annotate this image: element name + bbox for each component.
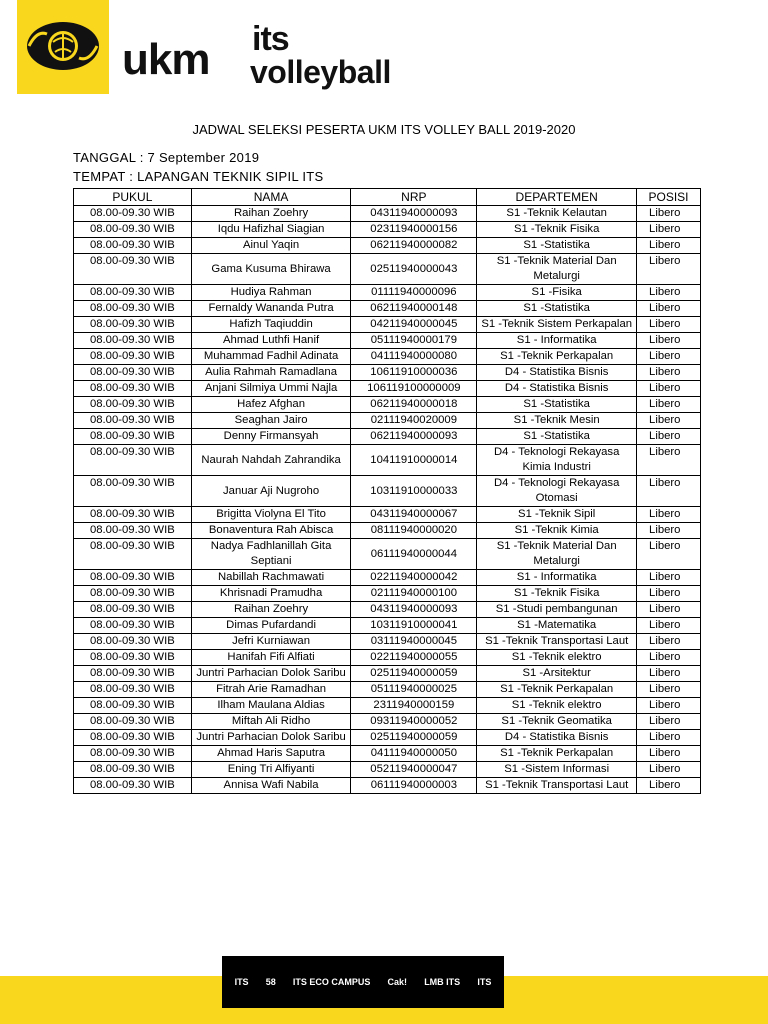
anniversary-58-logo: 58 [265, 977, 276, 987]
cell-nama: Nabillah Rachmawati [191, 570, 351, 586]
tempat-line: TEMPAT : LAPANGAN TEKNIK SIPIL ITS [73, 169, 324, 184]
cell-nrp: 02311940000156 [351, 222, 477, 238]
table-row [74, 714, 701, 730]
cell-nama: Khrisnadi Pramudha [191, 586, 351, 602]
cell-nrp: 04311940000067 [351, 507, 477, 523]
cell-nrp: 04311940000093 [351, 206, 477, 222]
cell-departemen: D4 - Teknologi Rekayasa Otomasi [477, 476, 637, 507]
cell-pukul: 08.00-09.30 WIB [74, 746, 192, 762]
cell-nama: Annisa Wafi Nabila [191, 778, 351, 794]
cell-nrp: 04211940000045 [351, 317, 477, 333]
table-row [74, 507, 701, 523]
cell-departemen: S1 -Teknik Mesin [477, 413, 637, 429]
cell-departemen: S1 -Fisika [477, 285, 637, 301]
cell-nama: Hafizh Taqiuddin [191, 317, 351, 333]
cell-posisi: Libero [637, 650, 701, 666]
cell-posisi: Libero [637, 523, 701, 539]
cell-departemen: S1 -Teknik Kimia [477, 523, 637, 539]
cell-departemen: D4 - Statistika Bisnis [477, 381, 637, 397]
cell-pukul: 08.00-09.30 WIB [74, 317, 192, 333]
table-row [74, 476, 701, 507]
cell-pukul: 08.00-09.30 WIB [74, 222, 192, 238]
cak-logo: Cak! [387, 977, 408, 987]
cell-posisi: Libero [637, 778, 701, 794]
table-row [74, 666, 701, 682]
cell-nama: Muhammad Fadhil Adinata [191, 349, 351, 365]
cell-posisi: Libero [637, 301, 701, 317]
table-row [74, 206, 701, 222]
cell-nama: Anjani Silmiya Ummi Najla [191, 381, 351, 397]
cell-posisi: Libero [637, 222, 701, 238]
cell-pukul: 08.00-09.30 WIB [74, 650, 192, 666]
cell-posisi: Libero [637, 682, 701, 698]
cell-pukul: 08.00-09.30 WIB [74, 714, 192, 730]
cell-departemen: D4 - Statistika Bisnis [477, 730, 637, 746]
cell-nama: Ahmad Haris Saputra [191, 746, 351, 762]
brand-volleyball: volleyball [250, 54, 391, 90]
cell-nama: Ahmad Luthfi Hanif [191, 333, 351, 349]
cell-nama: Aulia Rahmah Ramadlana [191, 365, 351, 381]
cell-pukul: 08.00-09.30 WIB [74, 618, 192, 634]
cell-posisi: Libero [637, 539, 701, 570]
table-row [74, 381, 701, 397]
table-row [74, 238, 701, 254]
brand-its: its [252, 20, 289, 58]
cell-nama: Naurah Nahdah Zahrandika [191, 445, 351, 476]
cell-posisi: Libero [637, 698, 701, 714]
cell-departemen: S1 - Informatika [477, 570, 637, 586]
cell-departemen: S1 -Statistika [477, 429, 637, 445]
table-row [74, 301, 701, 317]
cell-nrp: 02111940000100 [351, 586, 477, 602]
cell-departemen: S1 -Statistika [477, 238, 637, 254]
cell-posisi: Libero [637, 570, 701, 586]
cell-posisi: Libero [637, 365, 701, 381]
cell-pukul: 08.00-09.30 WIB [74, 634, 192, 650]
table-row [74, 254, 701, 285]
cell-departemen: S1 -Teknik Transportasi Laut [477, 778, 637, 794]
cell-posisi: Libero [637, 206, 701, 222]
cell-departemen: S1 -Teknik Transportasi Laut [477, 634, 637, 650]
document-title: JADWAL SELEKSI PESERTA UKM ITS VOLLEY BALL 2019-2020 [192, 122, 576, 137]
cell-departemen: S1 - Informatika [477, 333, 637, 349]
cell-nrp: 106119100000009 [351, 381, 477, 397]
cell-posisi: Libero [637, 413, 701, 429]
cell-pukul: 08.00-09.30 WIB [74, 381, 192, 397]
cell-pukul: 08.00-09.30 WIB [74, 730, 192, 746]
table-row [74, 618, 701, 634]
cell-pukul: 08.00-09.30 WIB [74, 570, 192, 586]
lmb-its-logo: LMB ITS [424, 977, 461, 987]
table-row [74, 413, 701, 429]
cell-departemen: S1 -Statistika [477, 301, 637, 317]
cell-nama: Ening Tri Alfiyanti [191, 762, 351, 778]
cell-pukul: 08.00-09.30 WIB [74, 254, 192, 285]
table-row [74, 285, 701, 301]
cell-pukul: 08.00-09.30 WIB [74, 413, 192, 429]
cell-pukul: 08.00-09.30 WIB [74, 476, 192, 507]
cell-nrp: 05111940000025 [351, 682, 477, 698]
table-row [74, 397, 701, 413]
table-row [74, 349, 701, 365]
cell-nrp: 09311940000052 [351, 714, 477, 730]
cell-nrp: 02111940020009 [351, 413, 477, 429]
cell-departemen: S1 -Teknik elektro [477, 698, 637, 714]
table-row [74, 746, 701, 762]
cell-departemen: D4 - Teknologi Rekayasa Kimia Industri [477, 445, 637, 476]
volleyball-logo-icon [17, 0, 109, 94]
cell-nama: Iqdu Hafizhal Siagian [191, 222, 351, 238]
cell-departemen: S1 -Teknik Perkapalan [477, 682, 637, 698]
cell-nama: Gama Kusuma Bhirawa [191, 254, 351, 285]
cell-pukul: 08.00-09.30 WIB [74, 602, 192, 618]
cell-nama: Raihan Zoehry [191, 206, 351, 222]
cell-pukul: 08.00-09.30 WIB [74, 397, 192, 413]
cell-nrp: 04111940000050 [351, 746, 477, 762]
cell-nama: Januar Aji Nugroho [191, 476, 351, 507]
cell-nama: Seaghan Jairo [191, 413, 351, 429]
cell-departemen: S1 -Matematika [477, 618, 637, 634]
cell-nrp: 02511940000043 [351, 254, 477, 285]
cell-departemen: S1 -Teknik Perkapalan [477, 746, 637, 762]
table-row [74, 539, 701, 570]
cell-nama: Denny Firmansyah [191, 429, 351, 445]
cell-nrp: 02211940000042 [351, 570, 477, 586]
table-row [74, 365, 701, 381]
table-row [74, 634, 701, 650]
cell-posisi: Libero [637, 397, 701, 413]
cell-nrp: 01111940000096 [351, 285, 477, 301]
cell-nrp: 08111940000020 [351, 523, 477, 539]
cell-nrp: 06111940000003 [351, 778, 477, 794]
cell-nrp: 10411910000014 [351, 445, 477, 476]
header-nrp: NRP [351, 189, 477, 206]
cell-pukul: 08.00-09.30 WIB [74, 285, 192, 301]
cell-posisi: Libero [637, 238, 701, 254]
cell-departemen: S1 -Teknik Material Dan Metalurgi [477, 539, 637, 570]
cell-pukul: 08.00-09.30 WIB [74, 206, 192, 222]
cell-departemen: S1 -Teknik Fisika [477, 586, 637, 602]
cell-nrp: 04311940000093 [351, 602, 477, 618]
cell-nama: Dimas Pufardandi [191, 618, 351, 634]
cell-pukul: 08.00-09.30 WIB [74, 429, 192, 445]
table-header-row [74, 189, 701, 206]
cell-nama: Ainul Yaqin [191, 238, 351, 254]
cell-posisi: Libero [637, 714, 701, 730]
cell-pukul: 08.00-09.30 WIB [74, 333, 192, 349]
table-row [74, 762, 701, 778]
brand-ukm: ukm [122, 35, 210, 84]
cell-pukul: 08.00-09.30 WIB [74, 682, 192, 698]
cell-nrp: 02211940000055 [351, 650, 477, 666]
cell-posisi: Libero [637, 762, 701, 778]
cell-pukul: 08.00-09.30 WIB [74, 445, 192, 476]
its-crest-logo: ITS [234, 977, 249, 987]
table-body [74, 206, 701, 794]
table-row [74, 523, 701, 539]
cell-posisi: Libero [637, 317, 701, 333]
cell-departemen: S1 -Studi pembangunan [477, 602, 637, 618]
table-row [74, 222, 701, 238]
cell-pukul: 08.00-09.30 WIB [74, 666, 192, 682]
cell-posisi: Libero [637, 476, 701, 507]
cell-nama: Hafez Afghan [191, 397, 351, 413]
cell-pukul: 08.00-09.30 WIB [74, 301, 192, 317]
cell-posisi: Libero [637, 254, 701, 285]
cell-nama: Ilham Maulana Aldias [191, 698, 351, 714]
cell-departemen: S1 -Teknik Perkapalan [477, 349, 637, 365]
header-nama: NAMA [191, 189, 351, 206]
cell-nama: Juntri Parhacian Dolok Saribu [191, 666, 351, 682]
cell-posisi: Libero [637, 349, 701, 365]
cell-departemen: S1 -Teknik Material Dan Metalurgi [477, 254, 637, 285]
cell-posisi: Libero [637, 634, 701, 650]
table-row [74, 570, 701, 586]
cell-nrp: 06211940000082 [351, 238, 477, 254]
cell-posisi: Libero [637, 730, 701, 746]
cell-nrp: 06111940000044 [351, 539, 477, 570]
cell-departemen: S1 -Teknik elektro [477, 650, 637, 666]
cell-pukul: 08.00-09.30 WIB [74, 507, 192, 523]
cell-nama: Miftah Ali Ridho [191, 714, 351, 730]
table-row [74, 317, 701, 333]
cell-nrp: 06211940000018 [351, 397, 477, 413]
cell-nrp: 10311910000041 [351, 618, 477, 634]
footer-sponsor-banner [222, 956, 504, 1008]
ukm-logo-box [17, 0, 109, 94]
table-row [74, 429, 701, 445]
cell-posisi: Libero [637, 381, 701, 397]
cell-departemen: D4 - Statistika Bisnis [477, 365, 637, 381]
cell-posisi: Libero [637, 333, 701, 349]
cell-nrp: 05211940000047 [351, 762, 477, 778]
cell-posisi: Libero [637, 618, 701, 634]
cell-departemen: S1 -Arsitektur [477, 666, 637, 682]
cell-posisi: Libero [637, 586, 701, 602]
schedule-table [73, 188, 701, 794]
cell-nama: Raihan Zoehry [191, 602, 351, 618]
cell-posisi: Libero [637, 429, 701, 445]
cell-posisi: Libero [637, 666, 701, 682]
cell-departemen: S1 -Statistika [477, 397, 637, 413]
cell-pukul: 08.00-09.30 WIB [74, 238, 192, 254]
tanggal-line: TANGGAL : 7 September 2019 [73, 150, 260, 165]
cell-nrp: 03111940000045 [351, 634, 477, 650]
cell-nama: Juntri Parhacian Dolok Saribu [191, 730, 351, 746]
cell-nrp: 06211940000093 [351, 429, 477, 445]
table-row [74, 730, 701, 746]
cell-posisi: Libero [637, 746, 701, 762]
cell-nama: Brigitta Violyna El Tito [191, 507, 351, 523]
cell-nrp: 04111940000080 [351, 349, 477, 365]
cell-nrp: 02511940000059 [351, 666, 477, 682]
table-row [74, 445, 701, 476]
cell-departemen: S1 -Sistem Informasi [477, 762, 637, 778]
cell-nama: Fernaldy Wananda Putra [191, 301, 351, 317]
table-row [74, 602, 701, 618]
cell-posisi: Libero [637, 602, 701, 618]
cell-nama: Bonaventura Rah Abisca [191, 523, 351, 539]
cell-posisi: Libero [637, 445, 701, 476]
cell-departemen: S1 -Teknik Kelautan [477, 206, 637, 222]
cell-pukul: 08.00-09.30 WIB [74, 698, 192, 714]
cell-pukul: 08.00-09.30 WIB [74, 762, 192, 778]
table-row [74, 778, 701, 794]
cell-departemen: S1 -Teknik Geomatika [477, 714, 637, 730]
cell-nrp: 10611910000036 [351, 365, 477, 381]
table-row [74, 586, 701, 602]
cell-departemen: S1 -Teknik Fisika [477, 222, 637, 238]
cell-pukul: 08.00-09.30 WIB [74, 523, 192, 539]
cell-pukul: 08.00-09.30 WIB [74, 539, 192, 570]
table-row [74, 333, 701, 349]
table-row [74, 682, 701, 698]
header-pukul: PUKUL [74, 189, 192, 206]
table-row [74, 698, 701, 714]
header-departemen: DEPARTEMEN [477, 189, 637, 206]
cell-posisi: Libero [637, 507, 701, 523]
cell-nrp: 05111940000179 [351, 333, 477, 349]
cell-nama: Fitrah Arie Ramadhan [191, 682, 351, 698]
cell-pukul: 08.00-09.30 WIB [74, 365, 192, 381]
its-volleyball-logo: ITS [477, 977, 492, 987]
cell-pukul: 08.00-09.30 WIB [74, 778, 192, 794]
cell-nama: Hanifah Fifi Alfiati [191, 650, 351, 666]
cell-pukul: 08.00-09.30 WIB [74, 349, 192, 365]
cell-nrp: 2311940000159 [351, 698, 477, 714]
cell-posisi: Libero [637, 285, 701, 301]
cell-nrp: 02511940000059 [351, 730, 477, 746]
cell-pukul: 08.00-09.30 WIB [74, 586, 192, 602]
cell-nama: Jefri Kurniawan [191, 634, 351, 650]
cell-departemen: S1 -Teknik Sistem Perkapalan [477, 317, 637, 333]
cell-nrp: 06211940000148 [351, 301, 477, 317]
cell-nama: Hudiya Rahman [191, 285, 351, 301]
cell-nrp: 10311910000033 [351, 476, 477, 507]
cell-departemen: S1 -Teknik Sipil [477, 507, 637, 523]
its-eco-campus-logo: ITS ECO CAMPUS [292, 977, 371, 987]
header-posisi: POSISI [637, 189, 701, 206]
table-row [74, 650, 701, 666]
cell-nama: Nadya Fadhlanillah Gita Septiani [191, 539, 351, 570]
